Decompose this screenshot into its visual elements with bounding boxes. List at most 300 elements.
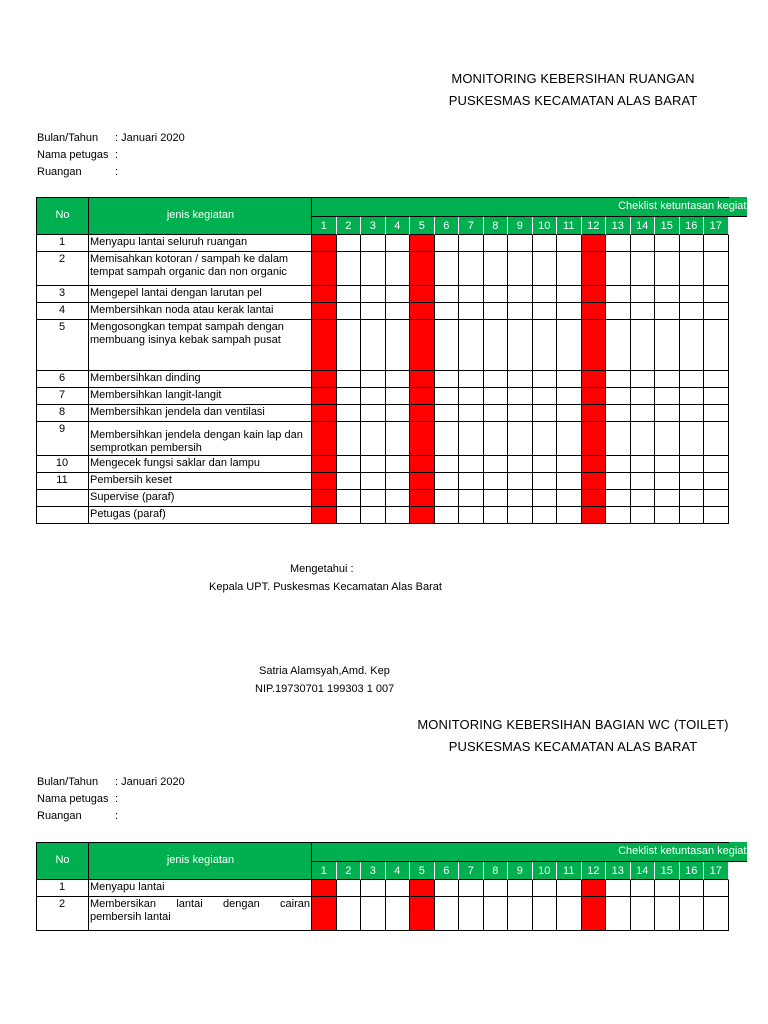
checkbox-cell[interactable] (606, 422, 631, 456)
checkbox-cell[interactable] (655, 235, 680, 252)
checkbox-cell[interactable] (582, 880, 607, 897)
checkbox-cell[interactable] (704, 507, 729, 524)
checkbox-cell[interactable] (410, 897, 435, 931)
checkbox-cell[interactable] (435, 388, 460, 405)
checkbox-cell[interactable] (312, 320, 337, 371)
checkbox-cell[interactable] (361, 303, 386, 320)
checkbox-cell[interactable] (312, 473, 337, 490)
row-number-cell (36, 490, 89, 507)
checkbox-cell[interactable] (631, 880, 656, 897)
checkbox-cell[interactable] (312, 456, 337, 473)
day-header-14: 14 (631, 862, 656, 880)
checkbox-cell[interactable] (410, 880, 435, 897)
checkbox-cell[interactable] (361, 473, 386, 490)
checkbox-cell[interactable] (631, 405, 656, 422)
checkbox-cell[interactable] (484, 303, 509, 320)
checkbox-cell[interactable] (410, 320, 435, 371)
checkbox-cell[interactable] (606, 252, 631, 286)
checkbox-cell[interactable] (704, 235, 729, 252)
checkbox-cell[interactable] (680, 880, 705, 897)
checkbox-cell[interactable] (680, 405, 705, 422)
checkbox-cell[interactable] (484, 422, 509, 456)
checkbox-cell[interactable] (680, 371, 705, 388)
checkbox-cell[interactable] (631, 897, 656, 931)
checkbox-cell[interactable] (557, 897, 582, 931)
checkbox-cell[interactable] (582, 507, 607, 524)
checkbox-cell[interactable] (704, 252, 729, 286)
checkbox-cell[interactable] (533, 235, 558, 252)
checkbox-cell[interactable] (361, 880, 386, 897)
checkbox-cell[interactable] (361, 235, 386, 252)
checkbox-cell[interactable] (655, 507, 680, 524)
checkbox-cell[interactable] (361, 405, 386, 422)
checkbox-cell[interactable] (386, 507, 411, 524)
checkbox-cell[interactable] (508, 371, 533, 388)
checkbox-cell[interactable] (533, 286, 558, 303)
checkbox-cell[interactable] (631, 235, 656, 252)
checkbox-cell[interactable] (582, 235, 607, 252)
header-no (36, 197, 89, 235)
checkbox-cell[interactable] (655, 252, 680, 286)
checkbox-cell[interactable] (557, 880, 582, 897)
checkbox-cell[interactable] (557, 371, 582, 388)
checkbox-cell[interactable] (533, 473, 558, 490)
checkbox-cell[interactable] (410, 371, 435, 388)
checkbox-cell[interactable] (386, 490, 411, 507)
checkbox-cell[interactable] (484, 405, 509, 422)
checkbox-cell[interactable] (533, 405, 558, 422)
checkbox-cell[interactable] (557, 303, 582, 320)
checkbox-cell[interactable] (557, 388, 582, 405)
checkbox-cell[interactable] (680, 473, 705, 490)
meta-value: : Januari 2020 (115, 132, 185, 144)
checkbox-cell[interactable] (508, 235, 533, 252)
row-number-cell (36, 405, 89, 422)
checkbox-cell[interactable] (680, 235, 705, 252)
checkbox-cell[interactable] (704, 320, 729, 371)
checkbox-cell[interactable] (386, 388, 411, 405)
checkbox-cell[interactable] (680, 303, 705, 320)
checkbox-cell[interactable] (582, 303, 607, 320)
checkbox-cell[interactable] (337, 897, 362, 931)
checkbox-cell[interactable] (704, 897, 729, 931)
day-header-10: 10 (533, 217, 558, 235)
checkbox-cell[interactable] (459, 422, 484, 456)
checkbox-cell[interactable] (631, 507, 656, 524)
checkbox-cell[interactable] (631, 388, 656, 405)
checkbox-cell[interactable] (337, 235, 362, 252)
checkbox-cell[interactable] (459, 473, 484, 490)
row-activity: Mengosongkan tempat sampah dengan membuang isinya kebak sampah pusat (90, 321, 284, 346)
checkbox-cell[interactable] (606, 490, 631, 507)
checkbox-cell[interactable] (655, 490, 680, 507)
checkbox-cell[interactable] (459, 507, 484, 524)
row-activity: Memisahkan kotoran / sampah ke dalam tempat sampah organic dan non organic (90, 253, 289, 278)
checkbox-cell[interactable] (704, 456, 729, 473)
checkbox-cell[interactable] (484, 507, 509, 524)
row-number-cell (36, 388, 89, 405)
checkbox-cell[interactable] (655, 422, 680, 456)
checkbox-cell[interactable] (459, 897, 484, 931)
row-number-cell (36, 371, 89, 388)
checkbox-cell[interactable] (533, 422, 558, 456)
checkbox-cell[interactable] (312, 252, 337, 286)
signature-name: Satria Alamsyah,Amd. Kep (259, 665, 390, 677)
checkbox-cell[interactable] (410, 507, 435, 524)
checkbox-cell[interactable] (533, 456, 558, 473)
checkbox-cell[interactable] (410, 405, 435, 422)
checkbox-cell[interactable] (631, 456, 656, 473)
checkbox-cell[interactable] (435, 286, 460, 303)
checkbox-cell[interactable] (680, 456, 705, 473)
checkbox-cell[interactable] (435, 252, 460, 286)
checkbox-cell[interactable] (410, 456, 435, 473)
checkbox-cell[interactable] (631, 286, 656, 303)
checkbox-cell[interactable] (410, 422, 435, 456)
checkbox-cell[interactable] (704, 303, 729, 320)
checkbox-cell[interactable] (655, 880, 680, 897)
checkbox-cell[interactable] (386, 880, 411, 897)
checkbox-cell[interactable] (361, 286, 386, 303)
checkbox-cell[interactable] (337, 252, 362, 286)
checkbox-cell[interactable] (386, 320, 411, 371)
checkbox-cell[interactable] (704, 286, 729, 303)
checkbox-cell[interactable] (582, 456, 607, 473)
checkbox-cell[interactable] (361, 422, 386, 456)
header-checklist-label: Cheklist ketuntasan kegiat (618, 200, 747, 212)
checkbox-cell[interactable] (533, 371, 558, 388)
checkbox-cell[interactable] (533, 252, 558, 286)
checkbox-cell[interactable] (680, 490, 705, 507)
checkbox-cell[interactable] (435, 880, 460, 897)
checkbox-cell[interactable] (337, 507, 362, 524)
checkbox-cell[interactable] (386, 456, 411, 473)
checkbox-cell[interactable] (631, 422, 656, 456)
checkbox-cell[interactable] (557, 252, 582, 286)
checkbox-cell[interactable] (582, 490, 607, 507)
checkbox-cell[interactable] (410, 252, 435, 286)
checkbox-cell[interactable] (508, 252, 533, 286)
checkbox-cell[interactable] (484, 235, 509, 252)
day-header-11: 11 (557, 217, 582, 235)
checkbox-cell[interactable] (655, 456, 680, 473)
row-number: 6 (58, 372, 66, 384)
checkbox-cell[interactable] (655, 303, 680, 320)
checkbox-cell[interactable] (459, 320, 484, 371)
checkbox-cell[interactable] (459, 303, 484, 320)
checkbox-cell[interactable] (533, 388, 558, 405)
checkbox-cell[interactable] (484, 456, 509, 473)
checkbox-cell[interactable] (704, 388, 729, 405)
day-header-16: 16 (680, 217, 705, 235)
checkbox-cell[interactable] (484, 252, 509, 286)
checkbox-cell[interactable] (680, 507, 705, 524)
row-number-cell (36, 252, 89, 286)
row-number: 5 (58, 321, 66, 333)
header-activity (89, 842, 312, 880)
checkbox-cell[interactable] (312, 371, 337, 388)
checkbox-cell[interactable] (557, 405, 582, 422)
checkbox-cell[interactable] (606, 897, 631, 931)
checkbox-cell[interactable] (557, 286, 582, 303)
checkbox-cell[interactable] (508, 456, 533, 473)
row-number-cell (36, 507, 89, 524)
checkbox-cell[interactable] (557, 490, 582, 507)
checkbox-cell[interactable] (704, 422, 729, 456)
checkbox-cell[interactable] (704, 371, 729, 388)
checkbox-cell[interactable] (484, 320, 509, 371)
checkbox-cell[interactable] (484, 897, 509, 931)
checkbox-cell[interactable] (582, 897, 607, 931)
checkbox-cell[interactable] (655, 897, 680, 931)
checkbox-cell[interactable] (361, 897, 386, 931)
checkbox-cell[interactable] (484, 490, 509, 507)
checkbox-cell[interactable] (361, 507, 386, 524)
checkbox-cell[interactable] (533, 303, 558, 320)
checkbox-cell[interactable] (459, 235, 484, 252)
checkbox-cell[interactable] (631, 371, 656, 388)
checkbox-cell[interactable] (435, 235, 460, 252)
checkbox-cell[interactable] (606, 456, 631, 473)
checkbox-cell[interactable] (631, 490, 656, 507)
checkbox-cell[interactable] (606, 880, 631, 897)
checkbox-cell[interactable] (435, 897, 460, 931)
row-activity-cell (89, 897, 312, 931)
checkbox-cell[interactable] (508, 897, 533, 931)
checkbox-cell[interactable] (312, 422, 337, 456)
checkbox-cell[interactable] (655, 371, 680, 388)
checkbox-cell[interactable] (337, 388, 362, 405)
checkbox-cell[interactable] (435, 405, 460, 422)
checkbox-cell[interactable] (312, 388, 337, 405)
row-number-cell (36, 473, 89, 490)
checkbox-cell[interactable] (386, 235, 411, 252)
checkbox-cell[interactable] (533, 320, 558, 371)
checkbox-cell[interactable] (386, 473, 411, 490)
row-activity-cell (89, 388, 312, 405)
checkbox-cell[interactable] (337, 490, 362, 507)
checkbox-cell[interactable] (484, 473, 509, 490)
checkbox-cell[interactable] (337, 303, 362, 320)
checkbox-cell[interactable] (557, 235, 582, 252)
checkbox-cell[interactable] (606, 286, 631, 303)
checkbox-cell[interactable] (582, 422, 607, 456)
checkbox-cell[interactable] (557, 473, 582, 490)
row-activity: Membersikan lantai dengan cairan pembersih lantai (90, 898, 310, 923)
checkbox-cell[interactable] (582, 252, 607, 286)
checkbox-cell[interactable] (508, 320, 533, 371)
checkbox-cell[interactable] (557, 422, 582, 456)
checkbox-cell[interactable] (410, 473, 435, 490)
checkbox-cell[interactable] (582, 286, 607, 303)
checkbox-cell[interactable] (533, 490, 558, 507)
checkbox-cell[interactable] (361, 371, 386, 388)
checkbox-cell[interactable] (508, 405, 533, 422)
checkbox-cell[interactable] (606, 320, 631, 371)
checkbox-cell[interactable] (459, 286, 484, 303)
checkbox-cell[interactable] (680, 320, 705, 371)
checkbox-cell[interactable] (312, 507, 337, 524)
checkbox-cell[interactable] (386, 252, 411, 286)
checkbox-cell[interactable] (680, 252, 705, 286)
checkbox-cell[interactable] (582, 405, 607, 422)
header-activity (89, 197, 312, 235)
checkbox-cell[interactable] (459, 880, 484, 897)
checkbox-cell[interactable] (386, 897, 411, 931)
checkbox-cell[interactable] (312, 897, 337, 931)
checkbox-cell[interactable] (582, 320, 607, 371)
checkbox-cell[interactable] (459, 405, 484, 422)
checkbox-cell[interactable] (508, 388, 533, 405)
checkbox-cell[interactable] (435, 473, 460, 490)
row-number: 3 (58, 287, 66, 299)
checkbox-cell[interactable] (435, 371, 460, 388)
checkbox-cell[interactable] (582, 388, 607, 405)
day-header-13: 13 (606, 217, 631, 235)
checkbox-cell[interactable] (606, 388, 631, 405)
checkbox-cell[interactable] (312, 405, 337, 422)
checkbox-cell[interactable] (557, 456, 582, 473)
checkbox-cell[interactable] (606, 371, 631, 388)
checkbox-cell[interactable] (361, 490, 386, 507)
checkbox-cell[interactable] (337, 405, 362, 422)
checkbox-cell[interactable] (582, 473, 607, 490)
checkbox-cell[interactable] (312, 303, 337, 320)
checkbox-cell[interactable] (680, 897, 705, 931)
checkbox-cell[interactable] (508, 507, 533, 524)
checkbox-cell[interactable] (533, 880, 558, 897)
checkbox-cell[interactable] (582, 371, 607, 388)
meta-month-year (37, 130, 185, 147)
checkbox-cell[interactable] (631, 320, 656, 371)
checkbox-cell[interactable] (435, 320, 460, 371)
checkbox-cell[interactable] (631, 252, 656, 286)
row-number: 2 (58, 253, 66, 265)
checkbox-cell[interactable] (655, 473, 680, 490)
row-number-cell (36, 880, 89, 897)
checkbox-cell[interactable] (484, 880, 509, 897)
checkbox-cell[interactable] (435, 422, 460, 456)
checkbox-cell[interactable] (655, 405, 680, 422)
checkbox-cell[interactable] (435, 507, 460, 524)
checkbox-cell[interactable] (484, 388, 509, 405)
checkbox-cell[interactable] (361, 252, 386, 286)
checkbox-cell[interactable] (386, 303, 411, 320)
checkbox-cell[interactable] (533, 507, 558, 524)
checkbox-cell[interactable] (508, 422, 533, 456)
checkbox-cell[interactable] (312, 490, 337, 507)
checkbox-cell[interactable] (337, 422, 362, 456)
day-header-9: 9 (508, 217, 533, 235)
checkbox-cell[interactable] (361, 456, 386, 473)
checkbox-cell[interactable] (655, 286, 680, 303)
row-activity: Mengepel lantai dengan larutan pel (90, 287, 262, 299)
row-activity: Petugas (paraf) (90, 508, 166, 520)
checkbox-cell[interactable] (484, 286, 509, 303)
checkbox-cell[interactable] (459, 456, 484, 473)
checkbox-cell[interactable] (337, 880, 362, 897)
checkbox-cell[interactable] (435, 303, 460, 320)
sheet1-title-line1: MONITORING KEBERSIHAN RUANGAN (451, 71, 695, 86)
checkbox-cell[interactable] (386, 286, 411, 303)
checkbox-cell[interactable] (361, 388, 386, 405)
day-header-12: 12 (582, 217, 607, 235)
checkbox-cell[interactable] (386, 371, 411, 388)
checkbox-cell[interactable] (337, 320, 362, 371)
row-number: 10 (55, 457, 69, 469)
checkbox-cell[interactable] (337, 473, 362, 490)
checkbox-cell[interactable] (557, 320, 582, 371)
checkbox-cell[interactable] (410, 235, 435, 252)
checkbox-cell[interactable] (680, 388, 705, 405)
checkbox-cell[interactable] (386, 405, 411, 422)
checkbox-cell[interactable] (631, 303, 656, 320)
checkbox-cell[interactable] (680, 422, 705, 456)
checkbox-cell[interactable] (508, 473, 533, 490)
checkbox-cell[interactable] (655, 388, 680, 405)
checkbox-cell[interactable] (459, 388, 484, 405)
checkbox-cell[interactable] (410, 388, 435, 405)
checkbox-cell[interactable] (606, 405, 631, 422)
checkbox-cell[interactable] (606, 235, 631, 252)
checkbox-cell[interactable] (459, 371, 484, 388)
row-activity-cell (89, 371, 312, 388)
checkbox-cell[interactable] (410, 490, 435, 507)
checkbox-cell[interactable] (680, 286, 705, 303)
checkbox-cell[interactable] (704, 473, 729, 490)
checkbox-cell[interactable] (606, 473, 631, 490)
checkbox-cell[interactable] (361, 320, 386, 371)
checkbox-cell[interactable] (533, 897, 558, 931)
day-header-2: 2 (337, 217, 362, 235)
checkbox-cell[interactable] (410, 286, 435, 303)
checkbox-cell[interactable] (655, 320, 680, 371)
checkbox-cell[interactable] (459, 490, 484, 507)
checkbox-cell[interactable] (508, 286, 533, 303)
checkbox-cell[interactable] (704, 880, 729, 897)
row-activity-cell (89, 490, 312, 507)
checkbox-cell[interactable] (508, 490, 533, 507)
checkbox-cell[interactable] (459, 252, 484, 286)
checkbox-cell[interactable] (337, 456, 362, 473)
meta-value: : (115, 793, 119, 805)
row-activity-cell (89, 507, 312, 524)
checkbox-cell[interactable] (704, 490, 729, 507)
checkbox-cell[interactable] (557, 507, 582, 524)
checkbox-cell[interactable] (435, 490, 460, 507)
row-activity-cell (89, 422, 312, 456)
checkbox-cell[interactable] (312, 235, 337, 252)
checkbox-cell[interactable] (606, 303, 631, 320)
checkbox-cell[interactable] (508, 880, 533, 897)
checkbox-cell[interactable] (312, 880, 337, 897)
checkbox-cell[interactable] (410, 303, 435, 320)
checkbox-cell[interactable] (337, 286, 362, 303)
checkbox-cell[interactable] (704, 405, 729, 422)
checkbox-cell[interactable] (484, 371, 509, 388)
checkbox-cell[interactable] (337, 371, 362, 388)
checkbox-cell[interactable] (386, 422, 411, 456)
checkbox-cell[interactable] (606, 507, 631, 524)
sheet1-title-line2: PUSKESMAS KECAMATAN ALAS BARAT (448, 93, 698, 108)
sheet1-meta (37, 130, 185, 181)
day-header-8: 8 (484, 862, 509, 880)
checkbox-cell[interactable] (312, 286, 337, 303)
checkbox-cell[interactable] (435, 456, 460, 473)
sheet2-title-line1: MONITORING KEBERSIHAN BAGIAN WC (TOILET) (417, 717, 729, 732)
checkbox-cell[interactable] (631, 473, 656, 490)
checkbox-cell[interactable] (508, 303, 533, 320)
